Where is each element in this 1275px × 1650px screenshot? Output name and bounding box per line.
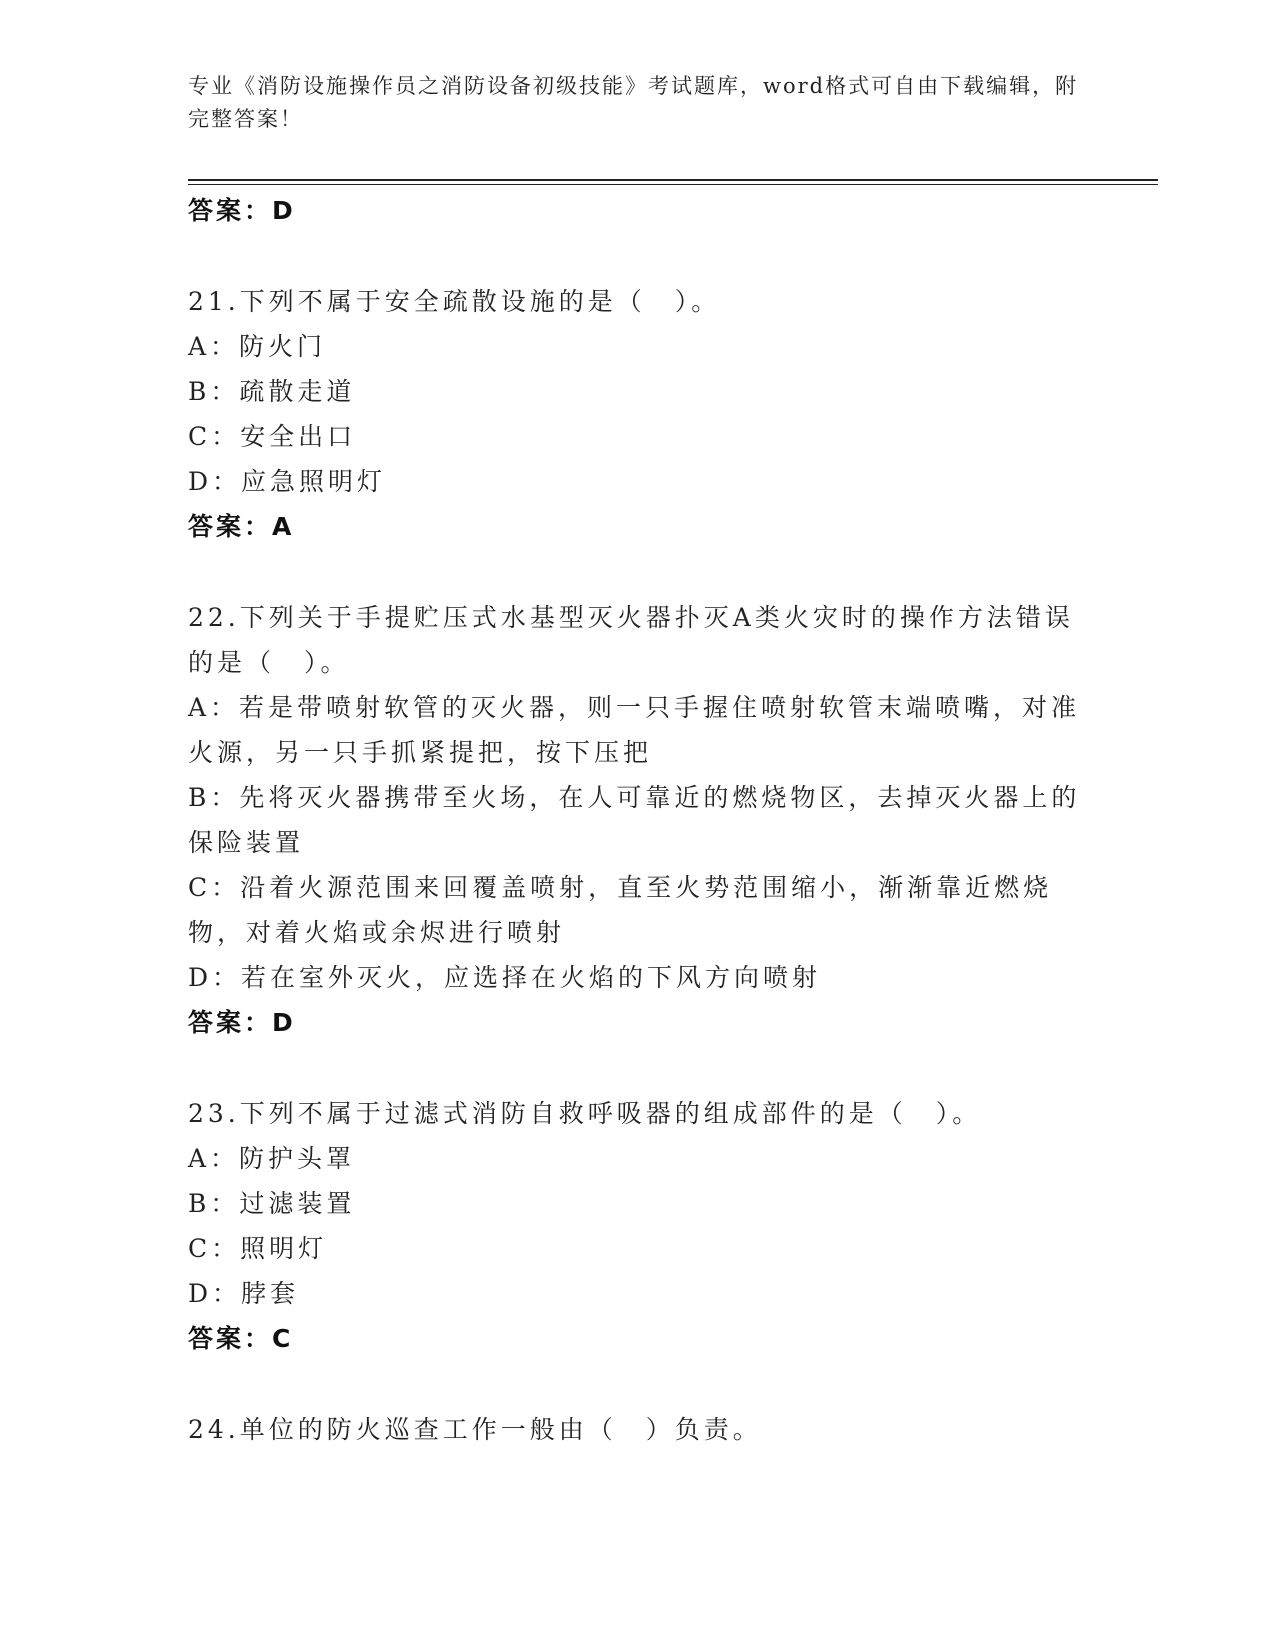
option-b: B：过滤装置 bbox=[188, 1189, 356, 1218]
option-c: C：安全出口 bbox=[188, 422, 357, 451]
question-stem: 21.下列不属于安全疏散设施的是（ ）。 bbox=[188, 287, 721, 316]
question-stem: 23.下列不属于过滤式消防自救呼吸器的组成部件的是（ ）。 bbox=[188, 1099, 982, 1128]
option-b: B：先将灭火器携带至火场，在人可靠近的燃烧物区，去掉灭火器上的保险装置 bbox=[188, 783, 1081, 857]
option-a: A：防火门 bbox=[188, 332, 327, 361]
option-d: D：应急照明灯 bbox=[188, 467, 387, 496]
question-stem: 22.下列关于手提贮压式水基型灭火器扑灭A类火灾时的操作方法错误的是（ ）。 bbox=[188, 603, 1074, 677]
document-header: 专业《消防设施操作员之消防设备初级技能》考试题库，word格式可自由下载编辑，附完整答案！ bbox=[188, 74, 1079, 131]
answer-line: 答案：C bbox=[188, 1324, 294, 1353]
header-divider bbox=[188, 179, 1158, 181]
question-list bbox=[188, 188, 1088, 1452]
option-c: C：沿着火源范围来回覆盖喷射，直至火势范围缩小，渐渐靠近燃烧物，对着火焰或余烬进行喷射 bbox=[188, 873, 1053, 947]
question-block bbox=[188, 1407, 1088, 1452]
answer-line: 答案：A bbox=[188, 512, 295, 541]
option-a: A：若是带喷射软管的灭火器，则一只手握住喷射软管末端喷嘴，对准火源，另一只手抓紧提把，按下压把 bbox=[188, 693, 1081, 767]
answer-line: 答案：D bbox=[188, 1008, 296, 1037]
question-block bbox=[188, 595, 1088, 1046]
option-d: D：若在室外灭火，应选择在火焰的下风方向喷射 bbox=[188, 963, 822, 992]
option-d: D：脖套 bbox=[188, 1279, 300, 1308]
option-b: B：疏散走道 bbox=[188, 377, 356, 406]
option-a: A：防护头罩 bbox=[188, 1144, 356, 1173]
answer-line: 答案：D bbox=[188, 196, 296, 225]
question-block bbox=[188, 1091, 1088, 1362]
option-c: C：照明灯 bbox=[188, 1234, 328, 1263]
header-divider-thin bbox=[188, 184, 1158, 185]
question-stem: 24.单位的防火巡查工作一般由（ ）负责。 bbox=[188, 1415, 762, 1444]
question-block bbox=[188, 279, 1088, 550]
